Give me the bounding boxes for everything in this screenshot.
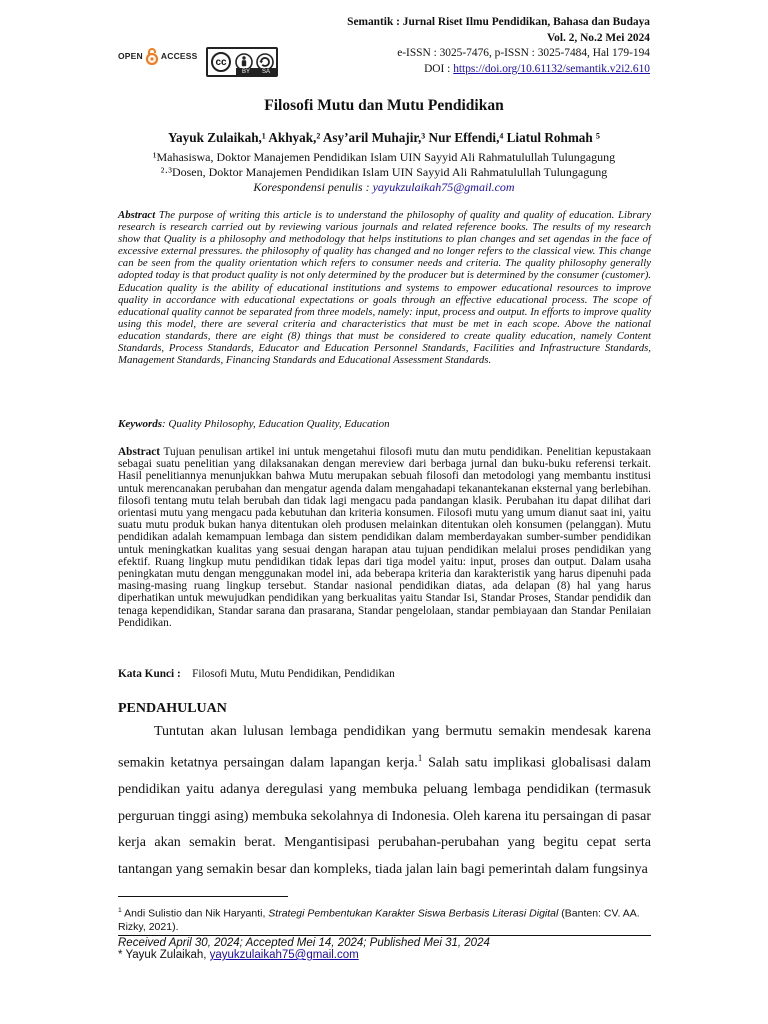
affiliation-2: ²·³Dosen, Doktor Manajemen Pendidikan Islam UIN Sayyid Ali Rahmatulullah Tulungagung	[160, 165, 608, 179]
abstract-english-label: Abstract	[118, 209, 156, 221]
keywords-english-text: : Quality Philosophy, Education Quality, Education	[162, 418, 390, 430]
body-text-start: Tuntutan akan lulusan lembaga pendidikan yang bermutu semakin mendesak karena semakin ketatnya persaingan dalam lapangan kerja.	[118, 724, 651, 772]
footnote-number: 1	[118, 907, 122, 914]
abstract-indonesian-label: Abstract	[118, 446, 161, 458]
cc-icon: cc	[211, 52, 231, 72]
footer-author-email[interactable]: yayukzulaikah75@gmail.com	[209, 949, 359, 961]
received-dates: Received April 30, 2024; Accepted Mei 14, 2024; Published Mei 31, 2024	[118, 935, 651, 949]
paper-title: Filosofi Mutu dan Mutu Pendidikan	[264, 97, 504, 114]
journal-volume: Vol. 2, No.2 Mei 2024	[546, 31, 650, 44]
open-access-lock-icon	[145, 47, 159, 65]
section-heading: PENDAHULUAN	[118, 701, 227, 716]
keywords-indonesian-label: Kata Kunci :	[118, 668, 181, 680]
open-access-right: ACCESS	[160, 51, 198, 61]
doi-label: DOI :	[424, 62, 451, 75]
body-paragraph	[118, 719, 651, 883]
footnote-book-title: Strategi Pembentukan Karakter Siswa Berbasis Literasi Digital	[268, 907, 559, 920]
open-access-logo	[118, 47, 198, 65]
keywords-english	[118, 418, 390, 430]
abstract-english	[118, 209, 651, 366]
footnote-author: Andi Sulistio dan Nik Haryanti,	[121, 907, 269, 920]
correspondence-label: Korespondensi penulis :	[253, 180, 370, 194]
journal-issn: e-ISSN : 3025-7476, p-ISSN : 3025-7484, Hal 179-194	[397, 47, 650, 59]
journal-doi	[347, 62, 650, 78]
keywords-indonesian	[118, 668, 395, 680]
footnote-publisher: (Banten: CV. AA. Rizky, 2021).	[118, 907, 640, 933]
abstract-indonesian-text: Tujuan penulisan artikel ini untuk mengetahui filosofi mutu dan mutu pendidikan. Penelitian kepustakaan sebagai suatu penelitian yang dilaksanakan dengan mereview dari berbaga jurnal dan buku-buku referensi terkait. Hasil penelitiannya menunjukkan bahwa Mutu merupakan sebuah filosofi dan metodologi yang membantu institusi untuk merencanakan perubahan dan mengatur agenda dalam mengahadapi tekanantekanan eksternal yang berlebihan. filosofi tentang mutu telah berubah dan tidak lagi mengacu pada pandangan klasik. Perubahan itu dapat dilihat dari orientasi mutu yang mengacu pada kebutuhan dan kriteria konsumen. Filosofi mutu yang umum dianut saat ini, yaitu suatu mutu produk bukan hanya ditentukan oleh produsen melainkan ditentukan oleh konsumen (pelanggan). Mutu pendidikan adalah kemampuan lembaga dan sistem pendidikan dalam memberdayakan sumber-sumber pendidikan untuk meningkatkan kualitas yang sesuai dengan harapan atau tujuan pendidikan melalui proses pendidikan yang efektif. Ruang lingkup mutu pendidikan tidak lepas dari tiga model yaitu: input, proses dan output. Dalam usaha peningkatan mutu dengan menggunakan model ini, ada beberapa kriteria dan karakteristik yang harus dipenuhi pada masing-masing ruang lingkup tersebut. Standar nasional pendidikan diatas, ada delapan (8) hal yang harus diperhatikan untuk mewujudkan pendidikan yang berkualitas yaitu Standar Isi, Standar Proses, Standar pendidik dan tenaga kependidikan, Standar sarana dan prasarana, Standar pengelolaan, standar pembiayaan dan Standar Penilaian Pendidikan.	[118, 446, 651, 629]
doi-link[interactable]: https://doi.org/10.61132/semantik.v2i2.610	[453, 62, 650, 75]
affiliation-1: ¹Mahasiswa, Doktor Manajemen Pendidikan Islam UIN Sayyid Ali Rahmatulullah Tulungagung	[152, 150, 616, 164]
journal-header	[347, 15, 650, 77]
cc-license-strip	[236, 68, 276, 76]
footnote-1	[118, 904, 651, 934]
footnote-reference[interactable]: 1	[417, 753, 423, 764]
body-text-continued: Salah satu implikasi globalisasi dalam pendidikan yaitu adanya deregulasi yang membuka peluang lembaga pendidikan (termasuk perguruan tinggi asing) membuka sekolahnya di Indonesia. Oleh karena itu persaingan di pasar kerja akan semakin berat. Mengantisipasi perubahan-perubahan yang begitu cepat serta tantangan yang semakin besar dan kompleks, tiada jalan lain bagi pemerintah dalam fungsinya	[118, 756, 651, 877]
footnote-divider	[118, 896, 288, 897]
creative-commons-badge	[206, 47, 278, 77]
abstract-indonesian	[118, 446, 651, 629]
open-access-left: OPEN	[118, 51, 143, 61]
keywords-indonesian-text: Filosofi Mutu, Mutu Pendidikan, Pendidikan	[192, 668, 395, 680]
footer-author-name: * Yayuk Zulaikah,	[118, 949, 210, 961]
abstract-english-text: The purpose of writing this article is to understand the philosophy of quality and quality of education. Library research is research carried out by reviewing various journals and related reference books. The results of my research show that Quality is a philosophy and methodology that helps institutions to plan changes and set agendas in the face of excessive external pressures. the philosophy of quality has changed and no longer refers to the classical view. This change can be seen from the quality orientation which refers to consumer needs and criteria. The quality philosophy generally adopted today is that product quality is not only determined by the producer but is determined by the consumer (customer). Education quality is the ability of educational institutions and systems to empower educational resources to improve quality in accordance with educational expectations or goals through an effective educational process. The scope of educational quality cannot be separated from three models, namely: input, process and output. In efforts to improve quality using this model, there are several criteria and characteristics that must be met in each scope. Above the national education standards, there are eight (8) things that must be considered to create quality education, namely Content Standards, Process Standards, Educator and Education Personnel Standards, Facilities and Infrastructure Standards, Management Standards, Financing Standards and Educational Assessment Standards.	[118, 209, 651, 367]
cc-sa-label: SA	[261, 69, 270, 75]
journal-name: Semantik : Jurnal Riset Ilmu Pendidikan, Bahasa dan Budaya	[347, 16, 650, 28]
author-list: Yayuk Zulaikah,¹ Akhyak,² Asy’aril Muhajir,³ Nur Effendi,⁴ Liatul Rohmah ⁵	[168, 130, 600, 145]
correspondence	[0, 180, 768, 195]
correspondence-email[interactable]: yayukzulaikah75@gmail.com	[372, 180, 515, 194]
cc-by-label: BY	[241, 69, 250, 75]
footer-author	[118, 949, 359, 961]
keywords-english-label: Keywords	[118, 418, 162, 430]
